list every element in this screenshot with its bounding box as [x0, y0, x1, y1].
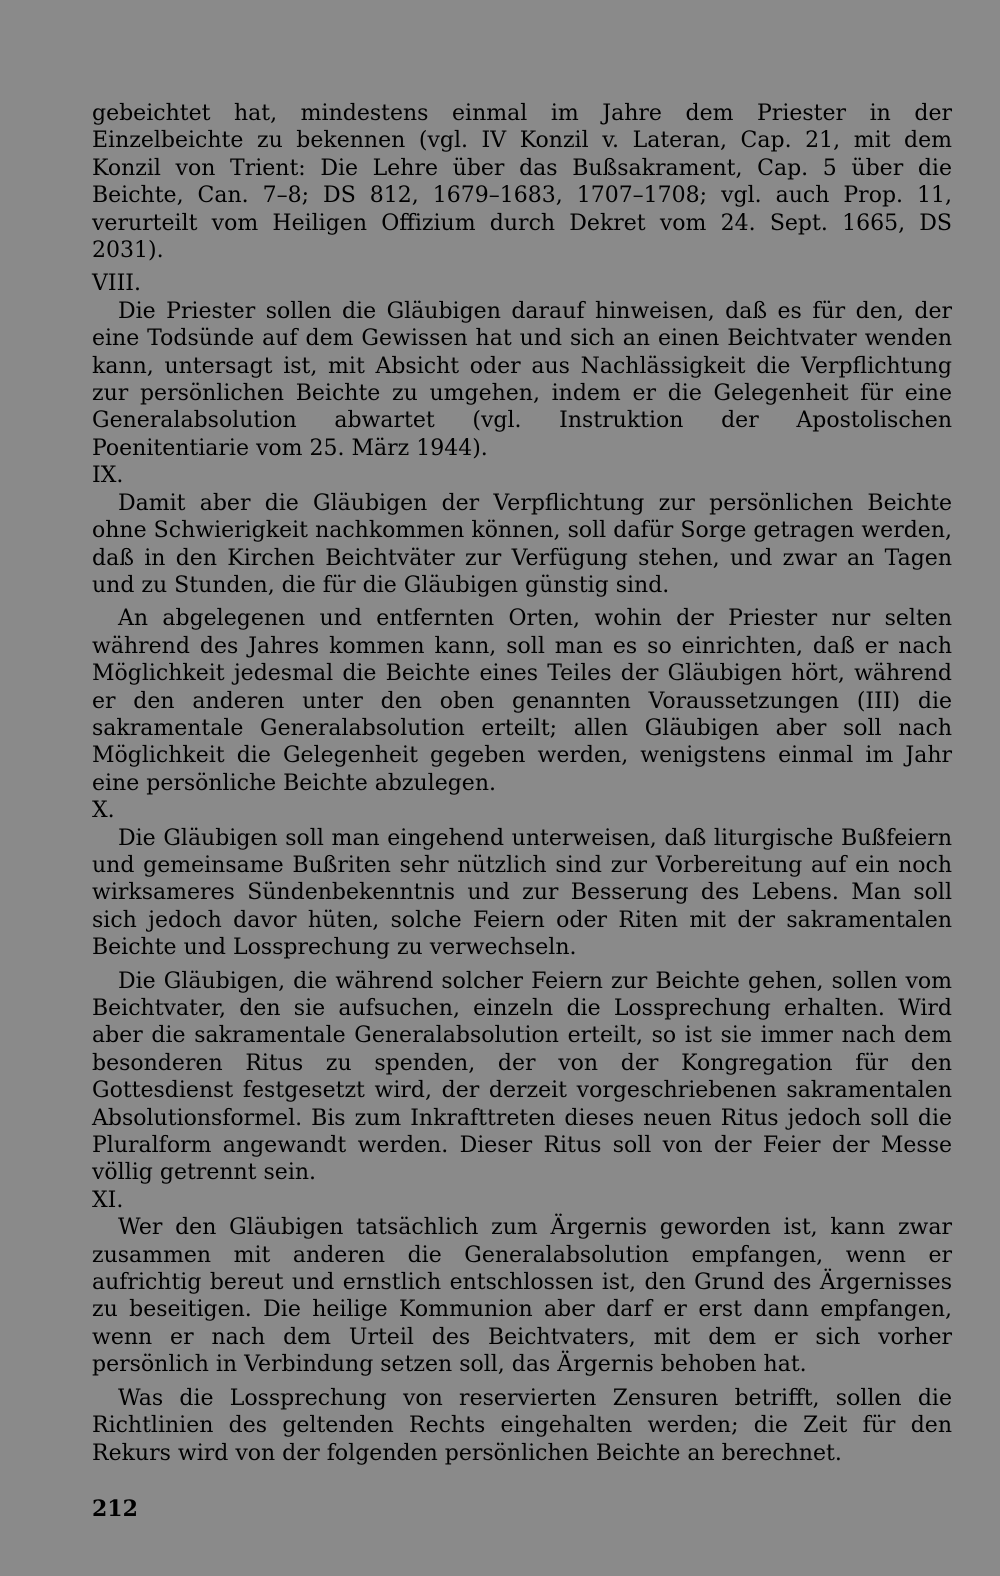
paragraph-viii-1: Die Priester sollen die Gläubigen darauf hinweisen, daß es für den, der eine Todsünde auf dem Gewissen hat und sich an einen Beichtvater wenden kann, untersagt ist, mit Absicht oder aus Nachlässigkeit die Verpflichtung zur persönlichen Beichte zu umgehen, indem er die Gelegenheit für eine Generalabsolution abwartet (vgl. Instruktion der Apostolischen Poenitentiarie vom 25. März 1944).	[92, 298, 952, 461]
paragraph-continuation: gebeichtet hat, mindestens einmal im Jahre dem Priester in der Einzelbeichte zu bekennen (vgl. IV Konzil v. Lateran, Cap. 21, mit dem Konzil von Trient: Die Lehre über das Bußsakrament, Cap. 5 über die Beichte, Can. 7–8; DS 812, 1679–1683, 1707–1708; vgl. auch Prop. 11, verurteilt vom Heiligen Offizium durch Dekret vom 24. Sept. 1665, DS 2031).	[92, 101, 952, 264]
paragraph-ix-2: An abgelegenen und entfernten Orten, wohin der Priester nur selten während des Jahres kommen kann, soll man es so einrichten, daß er nach Möglichkeit jedesmal die Beichte eines Teiles der Gläubigen hört, während er den anderen unter den oben genannten Voraussetzungen (III) die sakramentale Generalabsolution erteilt; allen Gläubigen aber soll nach Möglichkeit die Gelegenheit gegeben werden, wenigstens einmal im Jahr eine persönliche Beichte abzulegen.	[92, 606, 952, 796]
section-heading-viii: VIII.	[92, 271, 141, 297]
document-body	[92, 100, 952, 1467]
paragraph-xi-2: Was die Lossprechung von reservierten Zensuren betrifft, sollen die Richtlinien des geltenden Rechts eingehalten werden; die Zeit für den Rekurs wird von der folgenden persönlichen Beichte an berechnet.	[92, 1385, 952, 1466]
section-heading-x: X.	[92, 798, 115, 824]
paragraph-x-1: Die Gläubigen soll man eingehend unterweisen, daß liturgische Bußfeiern und gemeinsame Bußriten sehr nützlich sind zur Vorbereitung auf ein noch wirksameres Sündenbekenntnis und zur Besserung des Lebens. Man soll sich jedoch davor hüten, solche Feiern oder Riten mit der sakramentalen Beichte und Lossprechung zu verwechseln.	[92, 825, 952, 961]
paragraph-ix-1: Damit aber die Gläubigen der Verpflichtung zur persönlichen Beichte ohne Schwierigkeit nachkommen können, soll dafür Sorge getragen werden, daß in den Kirchen Beichtväter zur Verfügung stehen, und zwar an Tagen und zu Stunden, die für die Gläubigen günstig sind.	[92, 490, 952, 598]
section-heading-ix: IX.	[92, 463, 124, 489]
paragraph-xi-1: Wer den Gläubigen tatsächlich zum Ärgernis geworden ist, kann zwar zusammen mit anderen die Generalabsolution empfangen, wenn er aufrichtig bereut und ernstlich entschlossen ist, den Grund des Ärgernisses zu beseitigen. Die heilige Kommunion aber darf er erst dann empfangen, wenn er nach dem Urteil des Beichtvaters, mit dem er sich vorher persönlich in Verbindung setzen soll, das Ärgernis behoben hat.	[92, 1215, 952, 1378]
section-heading-xi: XI.	[92, 1187, 124, 1213]
page-number: 212	[92, 1496, 138, 1522]
paragraph-x-2: Die Gläubigen, die während solcher Feiern zur Beichte gehen, sollen vom Beichtvater, den sie aufsuchen, einzeln die Lossprechung erhalten. Wird aber die sakramentale Generalabsolution erteilt, so ist sie immer nach dem besonderen Ritus zu spenden, der von der Kongregation für den Gottesdienst festgesetzt wird, der derzeit vorgeschriebenen sakramentalen Absolutionsformel. Bis zum Inkrafttreten dieses neuen Ritus jedoch soll die Pluralform angewandt werden. Dieser Ritus soll von der Feier der Messe völlig getrennt sein.	[92, 968, 952, 1186]
